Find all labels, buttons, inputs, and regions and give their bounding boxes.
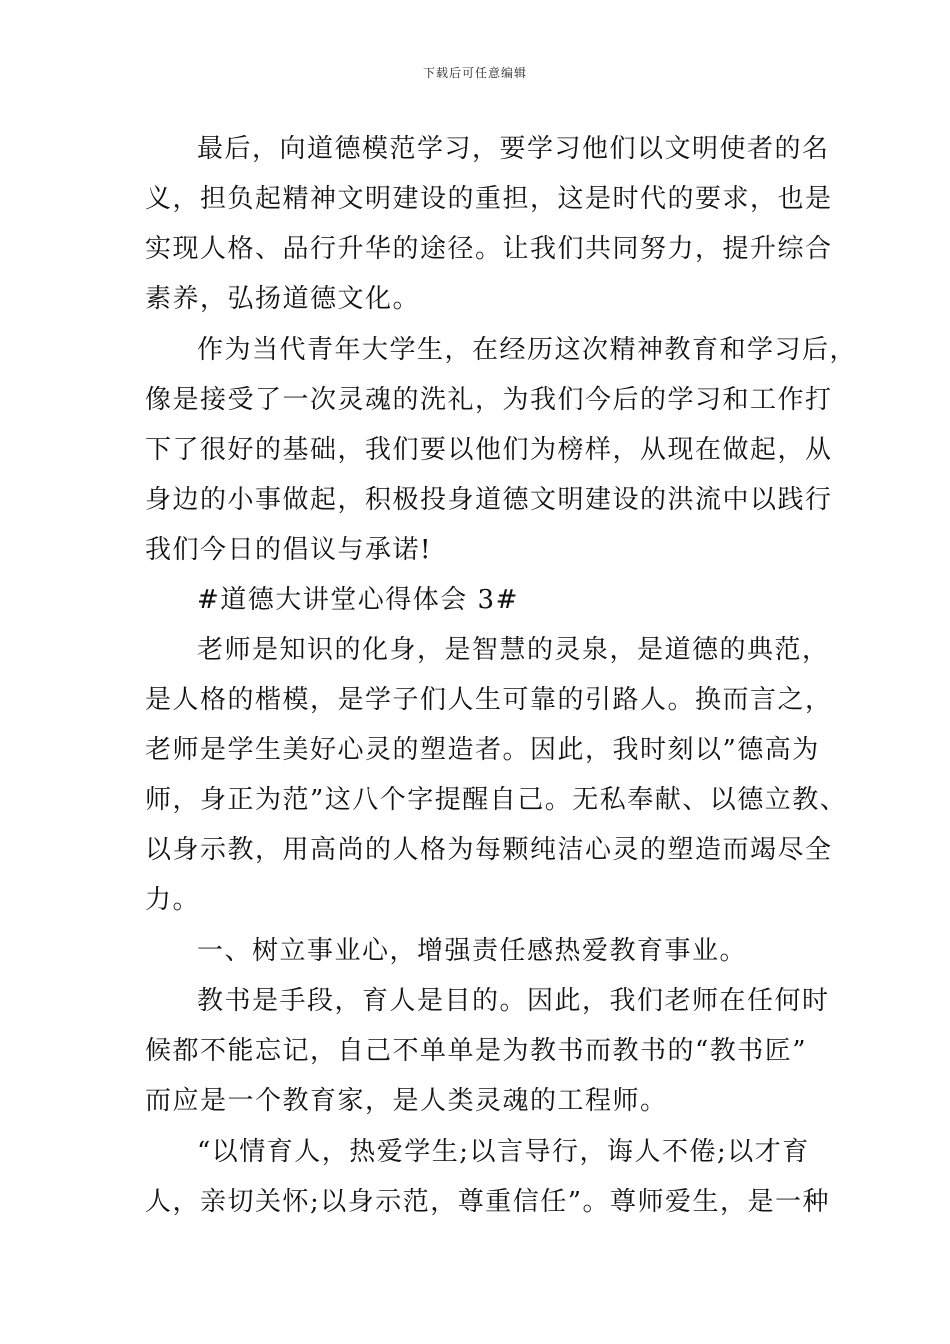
text-line: 老师是知识的化身，是智慧的灵泉，是道德的典范， [197, 635, 830, 665]
text-line: 是人格的楷模，是学子们人生可靠的引路人。换而言之， [145, 685, 833, 715]
text-line: 作为当代青年大学生，在经历这次精神教育和学习后， [197, 335, 858, 365]
page-header: 下载后可任意编辑 [422, 66, 527, 80]
text-line: 候都不能忘记，自己不单单是为教书而教书的“教书匠” [145, 1036, 808, 1066]
text-line: 实现人格、品行升华的途径。让我们共同努力，提升综合 [145, 234, 833, 264]
text-line: 人，亲切关怀;以身示范，尊重信任”。尊师爱生，是一种 [145, 1187, 831, 1217]
text-line: 一、树立事业心，增强责任感热爱教育事业。 [197, 936, 748, 966]
text-line: 以身示教，用高尚的人格为每颗纯洁心灵的塑造而竭尽全 [145, 835, 833, 865]
text-line: 素养，弘扬道德文化。 [145, 284, 421, 314]
text-line: 力。 [145, 885, 201, 915]
text-line: 我们今日的倡议与承诺! [145, 535, 432, 565]
text-line: #道德大讲堂心得体会 3# [197, 585, 519, 615]
text-line: 而应是一个教育家，是人类灵魂的工程师。 [145, 1086, 668, 1116]
text-line: “以情育人，热爱学生;以言导行，诲人不倦;以才育 [197, 1137, 810, 1167]
text-line: 师，身正为范”这八个字提醒自己。无私奉献、以德立教、 [145, 785, 848, 815]
text-line: 像是接受了一次灵魂的洗礼，为我们今后的学习和工作打 [145, 385, 833, 415]
text-line: 义，担负起精神文明建设的重担，这是时代的要求，也是 [145, 184, 833, 214]
text-line: 下了很好的基础，我们要以他们为榜样，从现在做起，从 [145, 435, 833, 465]
text-line: 教书是手段，育人是目的。因此，我们老师在任何时 [197, 986, 830, 1016]
text-line: 最后，向道德模范学习，要学习他们以文明使者的名 [197, 134, 830, 164]
text-line: 身边的小事做起，积极投身道德文明建设的洪流中以践行 [145, 485, 833, 515]
text-line: 老师是学生美好心灵的塑造者。因此，我时刻以”德高为 [145, 735, 820, 765]
